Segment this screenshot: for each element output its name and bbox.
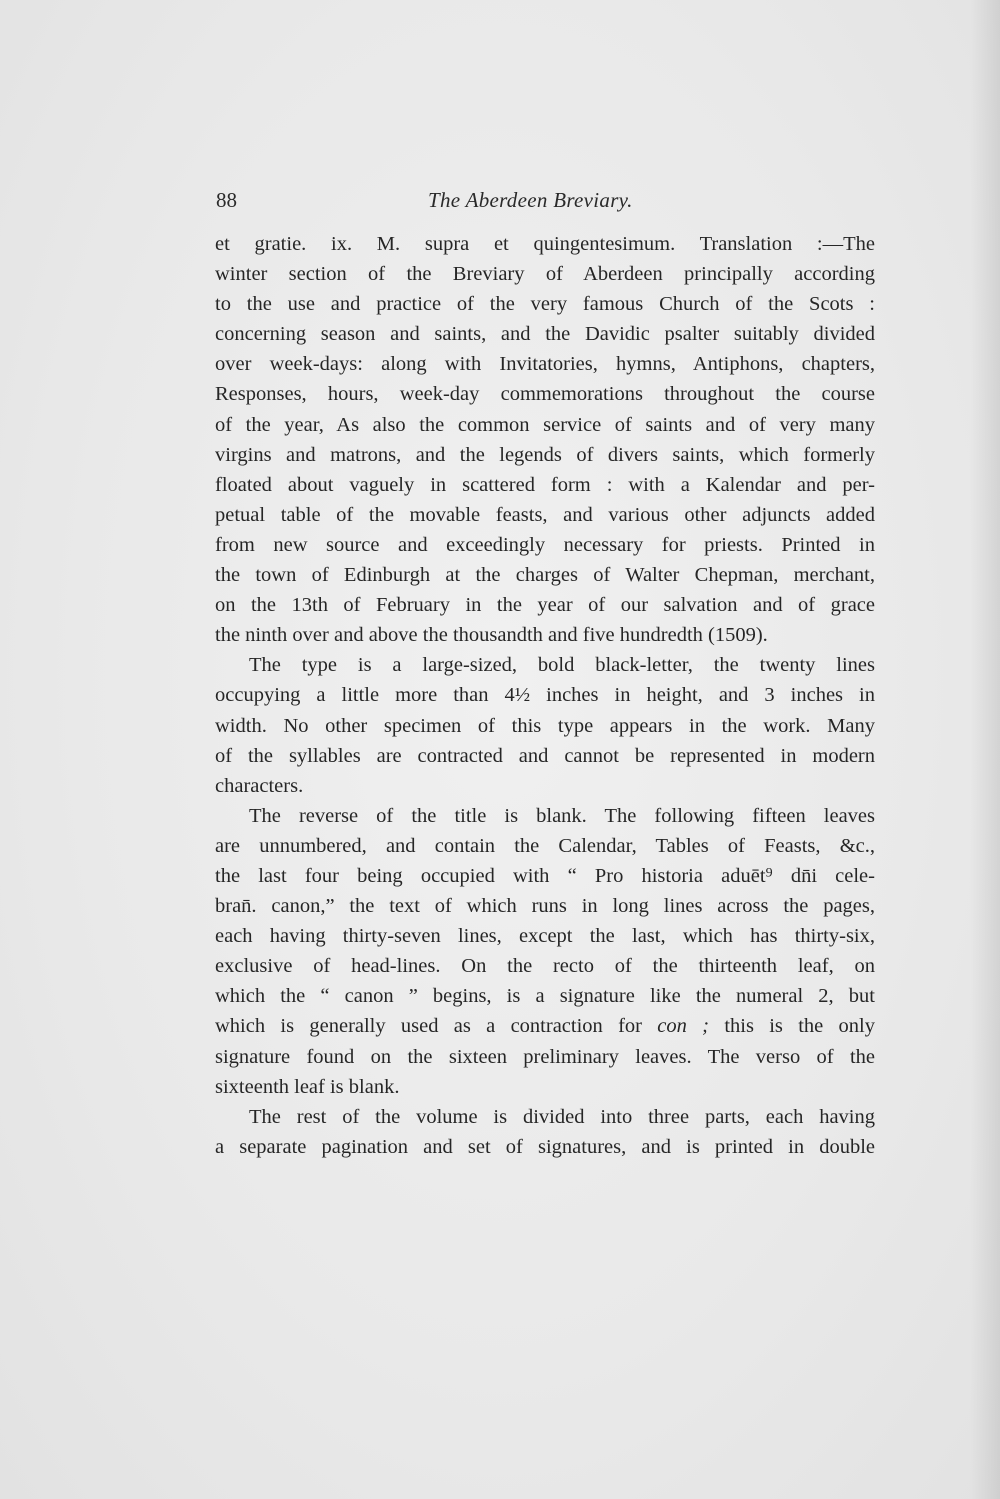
- paragraph-type-description: [215, 650, 875, 800]
- italic-word: con ;: [657, 1015, 710, 1038]
- text-line: over week-days: along with Invitatories, hymns, Antiphons, chapters,: [215, 353, 875, 376]
- text-line: et gratie. ix. M. supra et quingentesimum. Translation :—The: [215, 233, 875, 255]
- text-line: exclusive of head-lines. On the recto of the thirteenth leaf, on: [215, 955, 875, 978]
- text-line: floated about vaguely in scattered form : with a Kalendar and per-: [215, 473, 875, 496]
- text-segment: which is generally used as a contraction for: [215, 1015, 658, 1038]
- text-line: the town of Edinburgh at the charges of Walter Chepman, merchant,: [215, 564, 875, 587]
- text-line: concerning season and saints, and the Davidic psalter suitably divided: [215, 323, 875, 346]
- text-line: The type is a large-sized, bold black-letter, the twenty lines: [249, 654, 875, 677]
- text-line: Responses, hours, week-day commemorations throughout the course: [215, 383, 875, 406]
- text-line: [215, 1011, 875, 1041]
- text-line: which the “ canon ” begins, is a signature like the numeral 2, but: [215, 985, 875, 1008]
- paragraph-title-translation: [215, 229, 875, 650]
- text-line: of the syllables are contracted and cannot be represented in modern: [215, 744, 875, 767]
- text-line: petual table of the movable feasts, and various other adjuncts added: [215, 503, 875, 526]
- paragraph-preliminary-leaves: [215, 801, 875, 1102]
- running-title: The Aberdeen Breviary.: [428, 188, 633, 212]
- text-line: occupying a little more than 4½ inches in height, and 3 inches in: [215, 684, 875, 707]
- text-line: of the year, As also the common service of saints and of very many: [215, 413, 875, 436]
- text-line: the last four being occupied with “ Pro historia aduēt⁹ dn̄i cele-: [215, 864, 875, 887]
- text-line: a separate pagination and set of signatures, and is printed in double: [215, 1135, 875, 1158]
- text-line: to the use and practice of the very famous Church of the Scots :: [215, 293, 875, 316]
- text-line: virgins and matrons, and the legends of divers saints, which formerly: [215, 443, 875, 466]
- text-line: on the 13th of February in the year of our salvation and of grace: [215, 594, 875, 617]
- text-line: each having thirty-seven lines, except the last, which has thirty-six,: [215, 925, 875, 948]
- text-line: width. No other specimen of this type appears in the work. Many: [215, 714, 875, 737]
- text-line: The rest of the volume is divided into three parts, each having: [249, 1105, 875, 1128]
- paragraph-volume-parts: [215, 1102, 875, 1162]
- text-line: are unnumbered, and contain the Calendar, Tables of Feasts, &c.,: [215, 834, 875, 857]
- text-line: characters.: [215, 774, 304, 797]
- text-line: from new source and exceedingly necessary for priests. Printed in: [215, 533, 875, 556]
- text-line: bran̄. canon,” the text of which runs in long lines across the pages,: [215, 895, 875, 918]
- text-line: the ninth over and above the thousandth and five hundredth (1509).: [215, 624, 768, 647]
- text-segment: this is the only: [709, 1015, 875, 1038]
- page-header: [216, 186, 874, 218]
- body-text: [215, 229, 875, 1162]
- text-line: sixteenth leaf is blank.: [215, 1075, 400, 1098]
- text-line: signature found on the sixteen preliminary leaves. The verso of the: [215, 1045, 875, 1068]
- text-line: winter section of the Breviary of Aberdeen principally according: [215, 263, 875, 286]
- page-edge-shadow: [970, 0, 1000, 1499]
- page-number: 88: [216, 188, 237, 212]
- text-line: The reverse of the title is blank. The following fifteen leaves: [249, 804, 875, 827]
